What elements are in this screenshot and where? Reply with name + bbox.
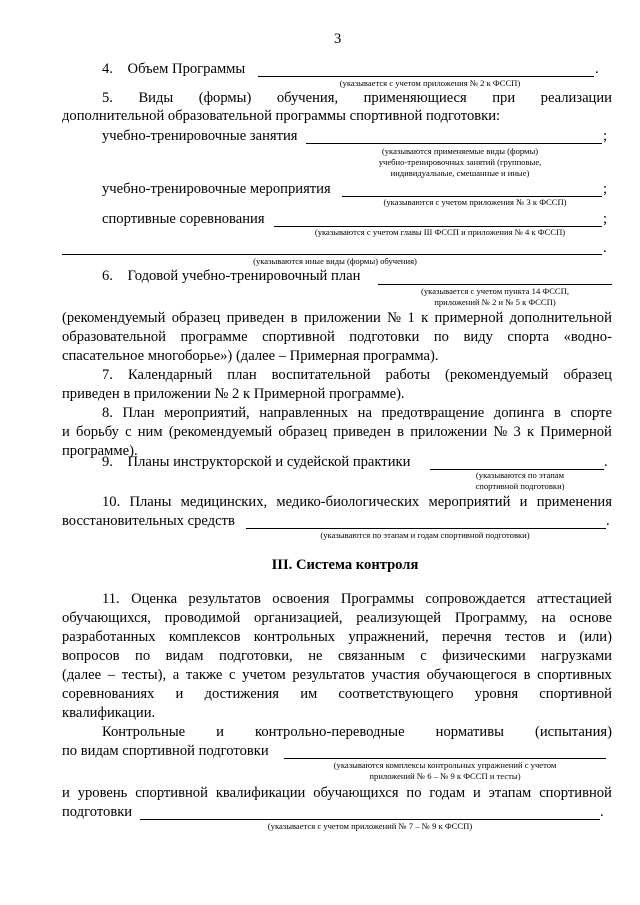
item6-label: 6. Годовой учебно-тренировочный план: [102, 268, 361, 284]
section-title: III. Система контроля: [271, 557, 419, 573]
item10-fill-line: [246, 528, 606, 529]
item6-line2: образовательной программе спортивной подготовки по виду спорта «водно-: [62, 329, 612, 345]
item5-b-label: учебно-тренировочные мероприятия: [102, 181, 331, 197]
item6-hint1: (указывается с учетом пункта 14 ФССП,: [420, 286, 570, 296]
item5-d-hint: (указываются иные виды (формы) обучения): [253, 256, 417, 266]
item11-line5: (далее – тесты), а также с учетом результатов участия обучающегося в спортивных: [62, 667, 612, 683]
item10-line1: 10. Планы медицинских, медико-биологических мероприятий и применения: [102, 494, 612, 510]
item8-line2: и борьбу с ним (рекомендуемый образец приведен в приложении № 3 к Примерной: [62, 424, 612, 440]
item5-a-fill-line: [306, 143, 602, 144]
norms-line1: Контрольные и контрольно-переводные нормативы (испытания): [102, 724, 612, 740]
item5-line2: дополнительной образовательной программы спортивной подготовки:: [62, 108, 501, 124]
norms-hint3: (указывается с учетом приложений № 7 – № 9 к ФССП): [267, 821, 473, 831]
norms-end: .: [600, 804, 604, 820]
item11-line3: разработанных комплексов контрольных упражнений, перечня тестов и (или): [62, 629, 612, 645]
norms-fill-line-1: [284, 758, 606, 759]
item5-a-hint3: индивидуальные, смешанные и иные): [390, 168, 530, 178]
item4-label: 4. Объем Программы: [102, 61, 246, 77]
item11-line1: 11. Оценка результатов освоения Программы сопровождается аттестацией: [102, 591, 612, 607]
item6-line3: спасательное многоборье») (далее – Примерная программа).: [62, 348, 439, 364]
item6-fill-line: [378, 284, 612, 285]
item5-c-label: спортивные соревнования: [102, 211, 265, 227]
item8-line3: программе).: [62, 443, 138, 459]
item4-fill-line: [258, 76, 594, 77]
item5-c-end: ;: [603, 211, 608, 227]
item11-line7: квалификации.: [62, 705, 156, 721]
norms-line4: подготовки: [62, 804, 133, 820]
item5-d-end: .: [603, 240, 607, 256]
item5-a-hint2: учебно-тренировочных занятий (групповые,: [378, 157, 542, 167]
item8-line1: 8. План мероприятий, направленных на предотвращение допинга в спорте: [102, 405, 612, 421]
item5-b-end: ;: [603, 181, 608, 197]
norms-fill-line-2: [140, 819, 600, 820]
item5-d-fill-line: [62, 254, 602, 255]
item5-a-hint1: (указываются применяемые виды (формы): [381, 146, 539, 156]
item5-a-label: учебно-тренировочные занятия: [102, 128, 298, 144]
item7-line1: 7. Календарный план воспитательной работы (рекомендуемый образец: [102, 367, 612, 383]
page-number: 3: [334, 31, 342, 47]
item10-hint: (указываются по этапам и годам спортивной подготовки): [320, 530, 530, 540]
item4-hint: (указывается с учетом приложения № 2 к ФССП): [339, 78, 521, 88]
item10-end: .: [606, 513, 610, 529]
item6-hint2: приложений № 2 и № 5 к ФССП): [434, 297, 556, 307]
item5-b-hint: (указываются с учетом приложения № 3 к ФССП): [383, 197, 567, 207]
norms-line3: и уровень спортивной квалификации обучающихся по годам и этапам спортивной: [62, 785, 612, 801]
norms-hint2: приложений № 6 – № 9 к ФССП и тесты): [369, 771, 521, 781]
item11-line2: обучающихся, проводимой организацией, реализующей Программу, на основе: [62, 610, 612, 626]
item5-a-end: ;: [603, 128, 608, 144]
item9-label: 9. Планы инструкторской и судейской практики: [102, 454, 411, 470]
item4-end: .: [595, 61, 599, 77]
item6-line1: (рекомендуемый образец приведен в приложении № 1 к примерной дополнительной: [62, 310, 612, 326]
item5-line1: 5. Виды (формы) обучения, применяющиеся при реализации: [102, 90, 612, 106]
item10-line2: восстановительных средств: [62, 513, 235, 529]
norms-hint1: (указываются комплексы контрольных упражнений с учетом: [333, 760, 557, 770]
item9-hint2: спортивной подготовки): [475, 481, 565, 491]
norms-line2: по видам спортивной подготовки: [62, 743, 269, 759]
item9-hint1: (указываются по этапам: [475, 470, 565, 480]
item11-line6: соревнованиях и достижения им соответствующего уровня спортивной: [62, 686, 612, 702]
item9-end: .: [604, 454, 608, 470]
item7-line2: приведен в приложении № 2 к Примерной программе).: [62, 386, 405, 402]
item11-line4: вопросов по видам подготовки, не связанным с физическими нагрузками: [62, 648, 612, 664]
item5-c-hint: (указываются с учетом главы III ФССП и приложения № 4 к ФССП): [314, 227, 566, 237]
